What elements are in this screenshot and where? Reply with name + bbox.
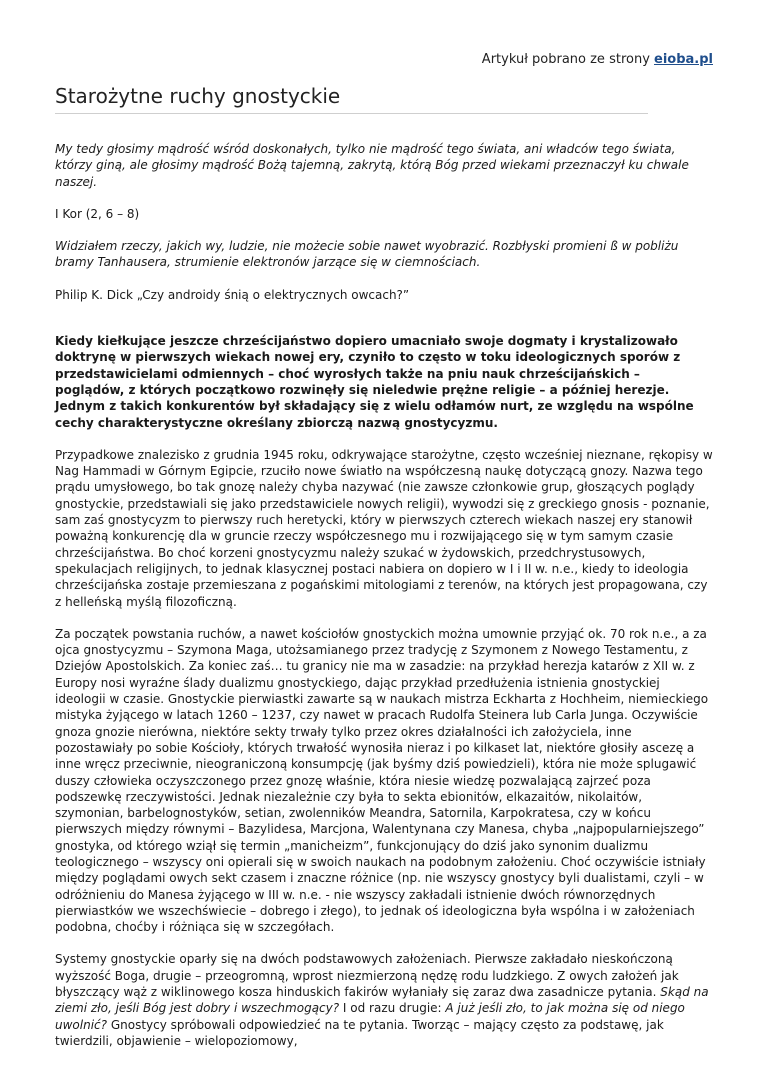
para3-text-c: Gnostycy spróbowali odpowiedzieć na te pytania. Tworząc – mający często za podstawę, jak twierdzili, objawienie – wielopoziomowy, [55, 1017, 664, 1048]
para3-question-1: Skąd na ziemi zło, jeśli Bóg jest dobry i wszechmogący? [55, 985, 709, 1016]
para3-question-2: A już jeśli zło, to jak można się od niego uwolnić? [55, 1001, 685, 1032]
source-link[interactable]: eioba.pl [654, 52, 713, 67]
epigraph-quote-1: My tedy głosimy mądrość wśród doskonałych, tylko nie mądrość tego świata, ani władców tego świata, którzy giną, ale głosimy mądrość Bożą tajemną, zakrytą, którą Bóg przed wiekami przeznaczył ku chwale naszej. [55, 142, 689, 189]
lead-paragraph: Kiedy kiełkujące jeszcze chrześcijaństwo dopiero umacniało swoje dogmaty i krystalizowało doktrynę w pierwszych wiekach nowej ery, czyniło to często w toku ideologicznych sporów z przedstawicielami odmiennych – choć wyrosłych także na pniu nauk chrześcijańskich – poglądów, z których początkowo rozwinęły się nieledwie prężne religie – a później herezje. Jednym z takich konkurentów był składający się z wielu odłamów nurt, ze względu na wspólne cechy charakterystyczne określany zbiorczą nazwą gnostycyzmu. [55, 334, 694, 430]
para3-text-b: I od razu drugie: [339, 1001, 446, 1016]
para3-text-a: Systemy gnostyckie oparły się na dwóch podstawowych założeniach. Pierwsze zakładało nieskończoną wyższość Boga, drugie – przeogromną, wprost niezmierzoną nędzę rodu ludzkiego. Z owych założeń jak błyszczący wąż z wiklinowego kosza hinduskich fakirów wyłaniały się zaraz dwa zasadnicze pytania. [55, 952, 679, 1000]
body-paragraph-2: Za początek powstania ruchów, a nawet kościołów gnostyckich można umownie przyjąć ok. 70 rok n.e., a za ojca gnostycyzmu – Szymona Maga, utożsamianego przez tradycję z Szymonem z Nowego Testamentu, z Dziejów Apostolskich. Za koniec zaś… tu granicy nie ma w zasadzie: na przykład herezja katarów z XII w. z Europy nosi wyraźne ślady dualizmu gnostyckiego, dając przykład przedłużenia istnienia gnostyckiej ideologii w czasie. Gnostyckie pierwiastki zawarte są w naukach mistrza Eckharta z Hochheim, niemieckiego mistyka żyjącego w latach 1260 – 1237, czy nawet w pracach Rudolfa Steinera lub Carla Junga. Oczywiście gnoza gnozie nierówna, niektóre sekty trwały tylko przez okres działalności ich założyciela, inne pozostawiały po sobie Kościoły, których trwałość wynosiła nieraz i po kilkaset lat, niektóre głosiły ascezę a inne wręcz przeciwnie, nieograniczoną konsumpcję (jak byśmy dziś powiedzieli), która nie może splugawić duszy człowieka oczyszczonego przez gnozę właśnie, która niesie wiedzę pozwalającą zajrzeć poza podszewkę rzeczywistości. Jednak niezależnie czy była to sekta ebionitów, elkazaitów, nikolaitów, szymonian, barbelognostyków, setian, zwolenników Meandra, Satornila, Karpokratesa, czy w końcu pierwszych między równymi – Bazylidesa, Marcjona, Walentynana czy Manesa, chyba „najpopularniejszego” gnostyka, od którego wziął się termin „manicheizm”, funkcjonujący do dziś jako synonim dualizmu teologicznego – wszyscy oni opierali się w swoich naukach na podobnym założeniu. Choć oczywiście istniały między poglądami owych sekt czasem i znaczne różnice (np. nie wszyscy gnostycy byli dualistami, czyli – w odróżnieniu do Manesa żyjącego w III w. n.e. - nie wszyscy zakładali istnienie dwóch równorzędnych pierwiastków we wszechświecie – dobrego i złego), to jednak oś ideologiczna była wspólna i w założeniach podobna, choćby i różniąca się w szczegółach. [55, 626, 709, 935]
article-body [55, 141, 713, 1065]
body-paragraph-1: Przypadkowe znalezisko z grudnia 1945 roku, odkrywające starożytne, często wcześniej nieznane, rękopisy w Nag Hammadi w Górnym Egipcie, rzuciło nowe światło na współczesną naukę dotyczącą gnozy. Nazwa tego prądu umysłowego, bo tak gnozę należy chyba nazywać (nie zawsze członkowie grup, głoszących poglądy gnostyckie, przedstawiali się jako przedstawiciele nowych religii), wywodzi się z greckiego gnosis - poznanie, sam zaś gnostycyzm to pierwszy ruch heretycki, który w pierwszych czterech wiekach naszej ery stanowił poważną konkurencję dla w gruncie rzeczy współczesnego mu i rozwijającego się w tym samym czasie chrześcijaństwa. Bo choć korzeni gnostycyzmu należy szukać w żydowskich, przedchrystusowych, spekulacjach religijnych, to jednak klasycznej postaci nabiera on dopiero w I i II w. n.e., kiedy to ideologia chrześcijańska zostaje przemieszana z pogańskimi mitologiami z terenów, na których jest propagowana, czy z helleńską myślą filozoficzną. [55, 447, 713, 609]
body-paragraph-3 [55, 951, 713, 1049]
epigraph-quote-2: Widziałem rzeczy, jakich wy, ludzie, nie możecie sobie nawet wyobrazić. Rozbłyski promieni ß w pobliżu bramy Tanhausera, strumienie elektronów jarzące się w ciemnościach. [55, 239, 679, 270]
epigraph-source-1: I Kor (2, 6 – 8) [55, 206, 140, 221]
article-title: Starożytne ruchy gnostyckie [55, 84, 341, 108]
title-divider [55, 113, 648, 114]
source-prefix: Artykuł pobrano ze strony [481, 52, 655, 67]
source-attribution [482, 52, 713, 67]
epigraph-source-2: Philip K. Dick „Czy androidy śnią o elektrycznych owcach?” [55, 287, 410, 302]
